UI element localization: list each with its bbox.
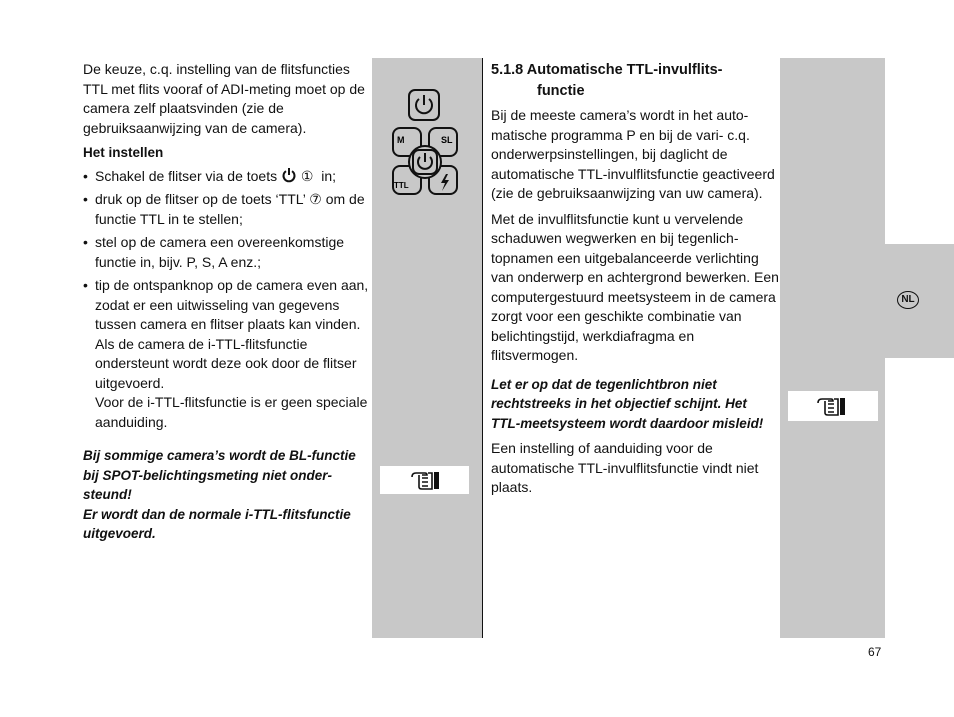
settings-heading: Het instellen <box>83 145 164 160</box>
warning-backlight: Let er op dat de tegenlichtbron niet rechtstreeks in het objectief schijnt. Het TTL-meetsysteem wordt daardoor misleid! <box>491 376 764 431</box>
list-item: • druk op de flitser op de toets ‘TTL’ ⑦ om de functie TTL in te stellen; <box>83 191 365 227</box>
pointing-hand-icon <box>410 469 444 491</box>
circled-number-7: ⑦ <box>309 191 322 207</box>
instruction-list <box>83 167 370 433</box>
keypad-ttl-label: TTL <box>394 181 409 190</box>
list-item: • Schakel de flitser via de toets ① in; <box>83 167 337 184</box>
paragraph-auto-fill: Bij de meeste camera’s wordt in het automatische programma P en bij de vari- c.q. onderwerpsinstellingen, bij daglicht de automatische TTL-invulflitsfunctie geactiveerd (zie de gebruiksaanwijzing van uw camera). <box>491 107 775 201</box>
column-divider <box>482 58 483 638</box>
circled-number-1: ① <box>300 167 314 184</box>
icon-sidebar-right <box>780 58 885 638</box>
language-tab <box>885 244 954 358</box>
page-number: 67 <box>868 645 882 659</box>
keypad-m-label: M <box>397 135 405 145</box>
bullet-1-text: Schakel de flitser via de toets <box>95 167 278 184</box>
paragraph-no-indication: Een instelling of aanduiding voor de automatische TTL-invulflitsfunctie vindt niet plaats. <box>491 440 759 495</box>
left-column <box>83 60 370 544</box>
flash-keypad-icon <box>391 126 459 196</box>
right-column <box>491 60 779 498</box>
lightning-icon <box>441 174 449 191</box>
power-icon <box>408 89 440 121</box>
keypad-sl-label: SL <box>441 135 453 145</box>
section-heading <box>491 60 779 81</box>
paragraph-fill-benefits: Met de invulflitsfunctie kunt u vervelende schaduwen wegwerken en bij tegenlichtopnamen een uitgebalanceerde verlichting van onderwerp en achtergrond bewerken. Een computergestuurd meetsysteem in de camera zorgt voor een geschikte combinatie van belichtingstijd, werkdiafragma en flitsvermogen. <box>491 210 779 363</box>
note-normal-ittl: Er wordt dan de normale i-TTL-flitsfunctie uitgevoerd. <box>83 506 351 541</box>
section-number: 5.1.8 <box>491 62 524 78</box>
list-item: • stel op de camera een overeenkomstige functie in, bijv. P, S, A enz.; <box>83 234 345 270</box>
language-badge: NL <box>897 291 919 309</box>
section-title-line2: functie <box>537 83 585 99</box>
intro-paragraph: De keuze, c.q. instelling van de flitsfuncties TTL met flits vooraf of ADI-meting moet op de camera zelf plaatsvinden (zie de gebruiksaanwijzing van de camera). <box>83 61 365 136</box>
pointing-hand-icon <box>816 395 850 417</box>
note-bl-spot: Bij sommige camera’s wordt de BL-functie bij SPOT-belichtingsmeting niet ondersteund! <box>83 448 356 502</box>
section-title-line1: Automatische TTL-invulflits- <box>526 62 723 78</box>
power-icon <box>281 167 297 183</box>
list-item: • tip de ontspanknop op de camera even aan, zodat er een uitwisseling van gegevens tussen camera en flitser plaats kan vinden. Als de camera de i-TTL-flitsfunctie ondersteunt wordt deze ook door de flitser uitgevoerd. Voor de i-TTL-flitsfunctie is er geen speciale aanduiding. <box>83 277 369 430</box>
